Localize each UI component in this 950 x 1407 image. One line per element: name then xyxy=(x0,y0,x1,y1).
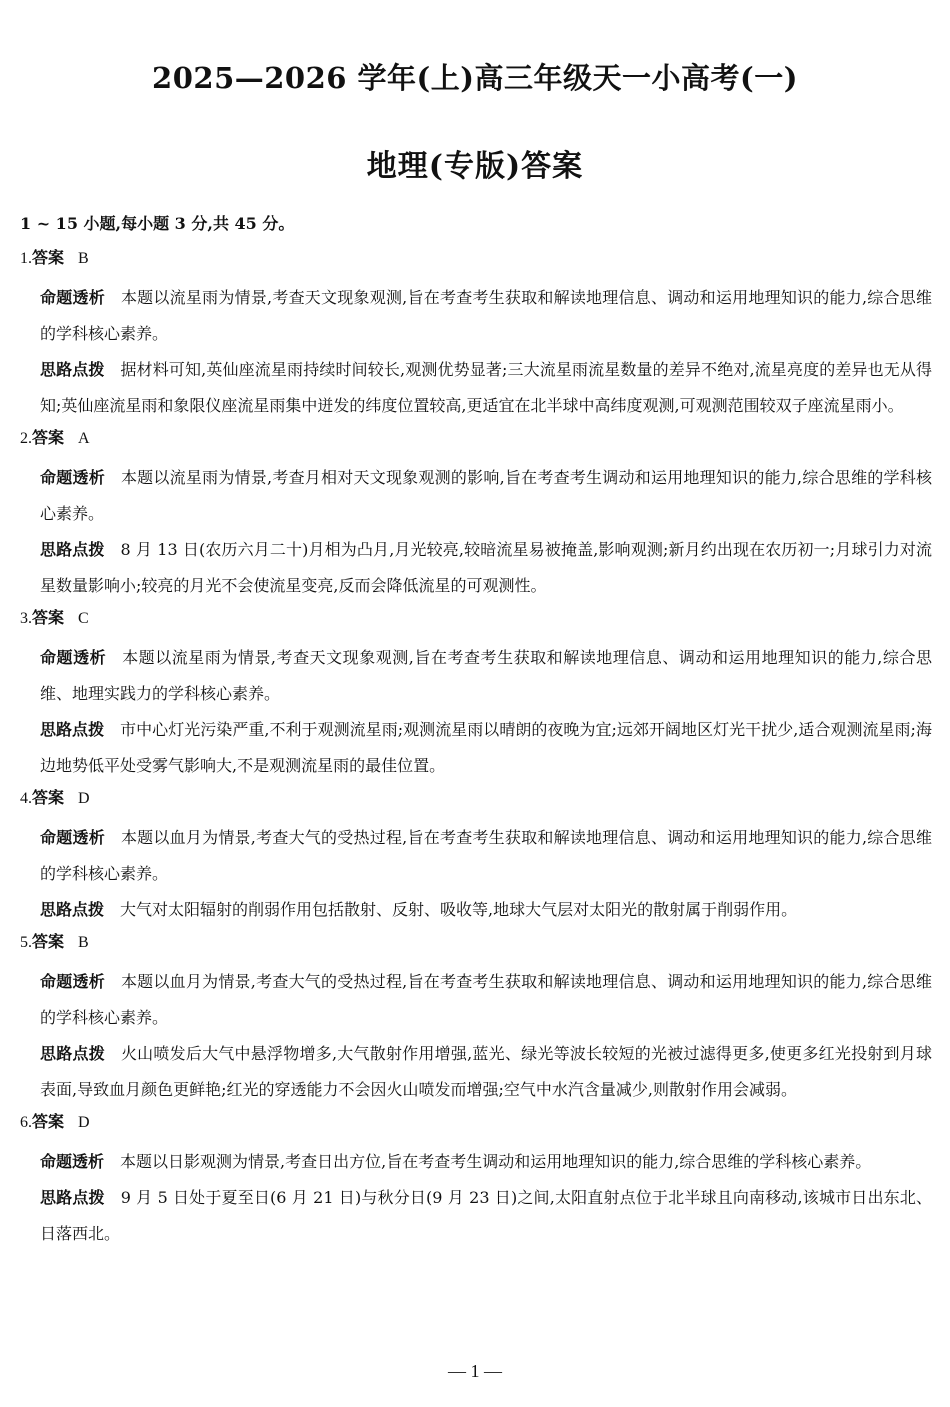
answer-line xyxy=(20,424,932,452)
hint-label: 思路点拨 xyxy=(40,900,105,919)
analysis-paragraph xyxy=(20,1144,932,1180)
answer-label: 答案 xyxy=(32,248,65,267)
analysis-paragraph xyxy=(20,820,932,892)
answer-value: A xyxy=(78,430,90,447)
hint-paragraph xyxy=(20,1036,932,1108)
question-number: 3. xyxy=(20,610,32,627)
analysis-text: 本题以血月为情景,考查大气的受热过程,旨在考查考生获取和解读地理信息、调动和运用地理知识的能力,综合思维的学科核心素养。 xyxy=(40,972,932,1027)
question-number: 2. xyxy=(20,430,32,447)
hint-paragraph xyxy=(20,532,932,604)
answer-line xyxy=(20,784,932,812)
page-number: — 1 — xyxy=(448,1361,502,1381)
exam-title: 2025—2026 学年(上)高三年级天一小高考(一) xyxy=(152,61,798,95)
answer-value: D xyxy=(78,790,90,807)
analysis-text: 本题以日影观测为情景,考查日出方位,旨在考查考生调动和运用地理知识的能力,综合思维的学科核心素养。 xyxy=(120,1152,872,1171)
analysis-paragraph xyxy=(20,964,932,1036)
question-4 xyxy=(20,784,932,928)
analysis-text: 本题以流星雨为情景,考查月相对天文现象观测的影响,旨在考查考生调动和运用地理知识的能力,综合思维的学科核心素养。 xyxy=(40,468,932,523)
question-number: 1. xyxy=(20,250,32,267)
question-number: 5. xyxy=(20,934,32,951)
analysis-paragraph xyxy=(20,280,932,352)
hint-paragraph xyxy=(20,712,932,784)
answer-label: 答案 xyxy=(32,932,65,951)
answer-label: 答案 xyxy=(32,1112,65,1131)
scoring-note xyxy=(20,210,932,238)
analysis-label: 命题透析 xyxy=(40,288,105,307)
question-2 xyxy=(20,424,932,604)
hint-label: 思路点拨 xyxy=(40,720,105,739)
answer-label: 答案 xyxy=(32,608,65,627)
answer-line xyxy=(20,604,932,632)
answer-value: C xyxy=(78,610,89,627)
answer-value: B xyxy=(78,934,89,951)
answer-label: 答案 xyxy=(32,428,65,447)
analysis-label: 命题透析 xyxy=(40,972,105,991)
hint-label: 思路点拨 xyxy=(40,360,105,379)
question-number: 6. xyxy=(20,1114,32,1131)
hint-paragraph xyxy=(20,892,932,928)
answer-label: 答案 xyxy=(32,788,65,807)
question-5 xyxy=(20,928,932,1108)
hint-text: 8 月 13 日(农历六月二十)月相为凸月,月光较亮,较暗流星易被掩盖,影响观测;新月约出现在农历初一;月球引力对流星数量影响小;较亮的月光不会使流星变亮,反而会降低流星的可观测性。 xyxy=(40,540,932,595)
scoring-detail: ,每小题 3 分,共 45 分。 xyxy=(115,214,295,233)
analysis-label: 命题透析 xyxy=(40,828,105,847)
answer-line xyxy=(20,1108,932,1136)
question-1 xyxy=(20,244,932,424)
analysis-label: 命题透析 xyxy=(40,648,107,667)
subject-title: 地理(专版)答案 xyxy=(366,149,584,184)
analysis-paragraph xyxy=(20,640,932,712)
hint-label: 思路点拨 xyxy=(40,1188,105,1207)
hint-label: 思路点拨 xyxy=(40,540,105,559)
hint-text: 火山喷发后大气中悬浮物增多,大气散射作用增强,蓝光、绿光等波长较短的光被过滤得更多,使更多红光投射到月球表面,导致血月颜色更鲜艳;红光的穿透能力不会因火山喷发而增强;空气中水汽含量减少,则散射作用会减弱。 xyxy=(40,1044,932,1099)
analysis-label: 命题透析 xyxy=(40,468,105,487)
hint-text: 大气对太阳辐射的削弱作用包括散射、反射、吸收等,地球大气层对太阳光的散射属于削弱作用。 xyxy=(120,900,798,919)
question-3 xyxy=(20,604,932,784)
hint-label: 思路点拨 xyxy=(40,1044,105,1063)
answer-value: B xyxy=(78,250,89,267)
answer-content xyxy=(20,210,932,1252)
hint-text: 9 月 5 日处于夏至日(6 月 21 日)与秋分日(9 月 23 日)之间,太阳直射点位于北半球且向南移动,该城市日出东北、日落西北。 xyxy=(40,1188,932,1243)
hint-paragraph xyxy=(20,352,932,424)
analysis-text: 本题以流星雨为情景,考查天文现象观测,旨在考查考生获取和解读地理信息、调动和运用地理知识的能力,综合思维的学科核心素养。 xyxy=(40,288,932,343)
answer-line xyxy=(20,928,932,956)
analysis-text: 本题以流星雨为情景,考查天文现象观测,旨在考查考生获取和解读地理信息、调动和运用地理知识的能力,综合思维、地理实践力的学科核心素养。 xyxy=(40,648,932,703)
analysis-label: 命题透析 xyxy=(40,1152,105,1171)
hint-text: 市中心灯光污染严重,不利于观测流星雨;观测流星雨以晴朗的夜晚为宜;远郊开阔地区灯光干扰少,适合观测流星雨;海边地势低平处受雾气影响大,不是观测流星雨的最佳位置。 xyxy=(40,720,932,775)
question-number: 4. xyxy=(20,790,32,807)
answer-value: D xyxy=(78,1114,90,1131)
question-6 xyxy=(20,1108,932,1252)
answer-line xyxy=(20,244,932,272)
scoring-range: 1 ~ 15 小题 xyxy=(20,214,116,233)
analysis-paragraph xyxy=(20,460,932,532)
analysis-text: 本题以血月为情景,考查大气的受热过程,旨在考查考生获取和解读地理信息、调动和运用地理知识的能力,综合思维的学科核心素养。 xyxy=(40,828,932,883)
hint-text: 据材料可知,英仙座流星雨持续时间较长,观测优势显著;三大流星雨流星数量的差异不绝对,流星亮度的差异也无从得知;英仙座流星雨和象限仪座流星雨集中迸发的纬度位置较高,更适宜在北半球中高纬度观测,可观测范围较双子座流星雨小。 xyxy=(40,360,932,415)
hint-paragraph xyxy=(20,1180,932,1252)
